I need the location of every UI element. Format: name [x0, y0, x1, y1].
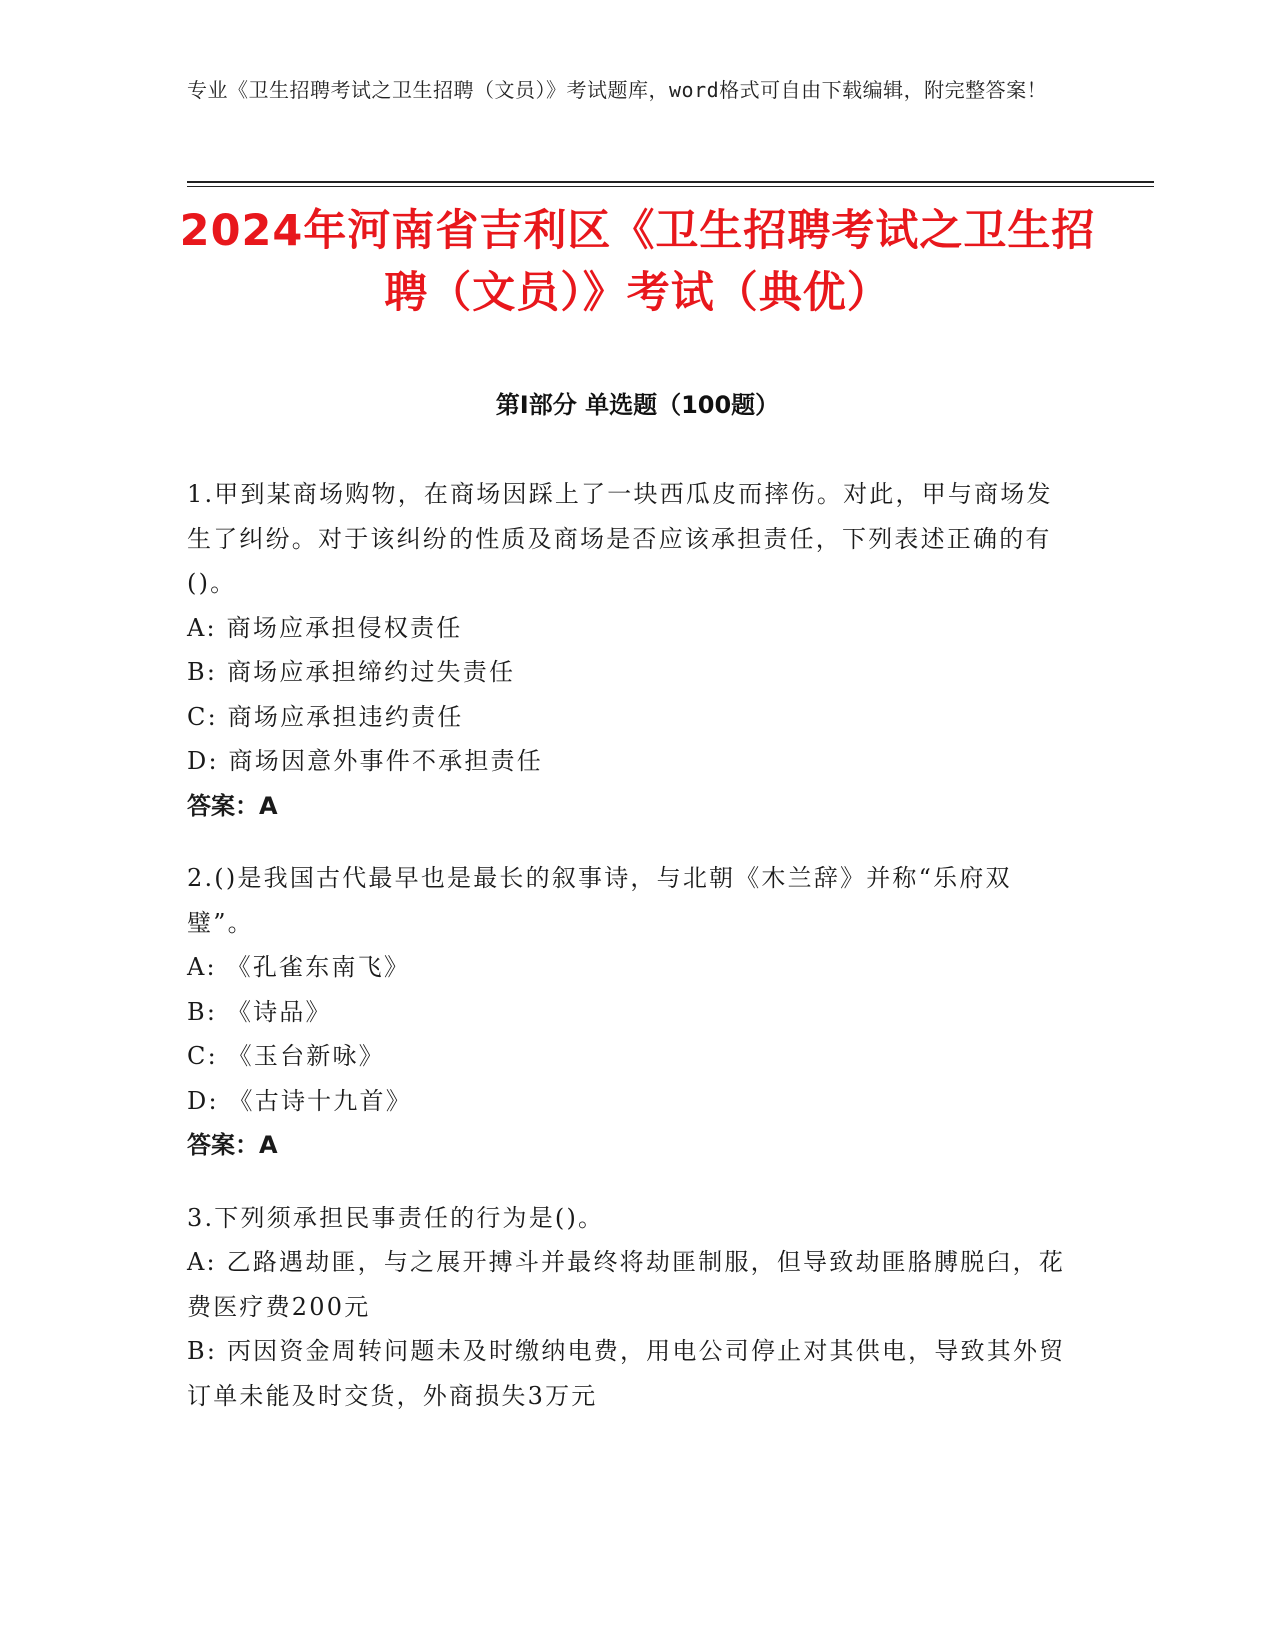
- question-stem: 3.下列须承担民事责任的行为是()。: [187, 1203, 605, 1232]
- section-title: 第Ⅰ部分 单选题（100题）: [495, 391, 780, 419]
- option-d: D: 《古诗十九首》: [187, 1086, 412, 1115]
- option-b: B: 《诗品》: [187, 997, 332, 1026]
- header-note: 专业《卫生招聘考试之卫生招聘（文员）》考试题库，word格式可自由下载编辑，附完整答案！: [187, 78, 1048, 102]
- option-a: A: 乙路遇劫匪，与之展开搏斗并最终将劫匪制服，但导致劫匪胳膊脱臼，花费医疗费200元: [187, 1248, 1066, 1321]
- option-b: B: 商场应承担缔约过失责任: [187, 658, 516, 686]
- question-stem: 2.()是我国古代最早也是最长的叙事诗，与北朝《木兰辞》并称“乐府双璧”。: [187, 864, 1012, 937]
- question-1: [187, 472, 1067, 828]
- answer: 答案：A: [187, 791, 278, 820]
- option-b: B: 丙因资金周转问题未及时缴纳电费，用电公司停止对其供电，导致其外贸订单未能及时交货，外商损失3万元: [187, 1337, 1066, 1410]
- option-c: C: 《玉台新咏》: [187, 1042, 385, 1070]
- question-2: [187, 856, 1067, 1168]
- document-title: 2024年河南省吉利区《卫生招聘考试之卫生招聘（文员）》考试（典优）: [179, 206, 1096, 318]
- option-c: C: 商场应承担违约责任: [187, 702, 464, 731]
- option-a: A: 商场应承担侵权责任: [187, 613, 463, 642]
- option-d: D: 商场因意外事件不承担责任: [187, 747, 543, 775]
- header-divider: [187, 181, 1154, 183]
- answer: 答案：A: [187, 1131, 278, 1159]
- option-a: A: 《孔雀东南飞》: [187, 953, 411, 981]
- question-list: [187, 472, 1067, 1446]
- header-divider-thin: [187, 186, 1154, 187]
- question-stem: 1.甲到某商场购物，在商场因踩上了一块西瓜皮而摔伤。对此，甲与商场发生了纠纷。对于该纠纷的性质及商场是否应该承担责任，下列表述正确的有()。: [187, 480, 1053, 597]
- question-3: [187, 1196, 1067, 1419]
